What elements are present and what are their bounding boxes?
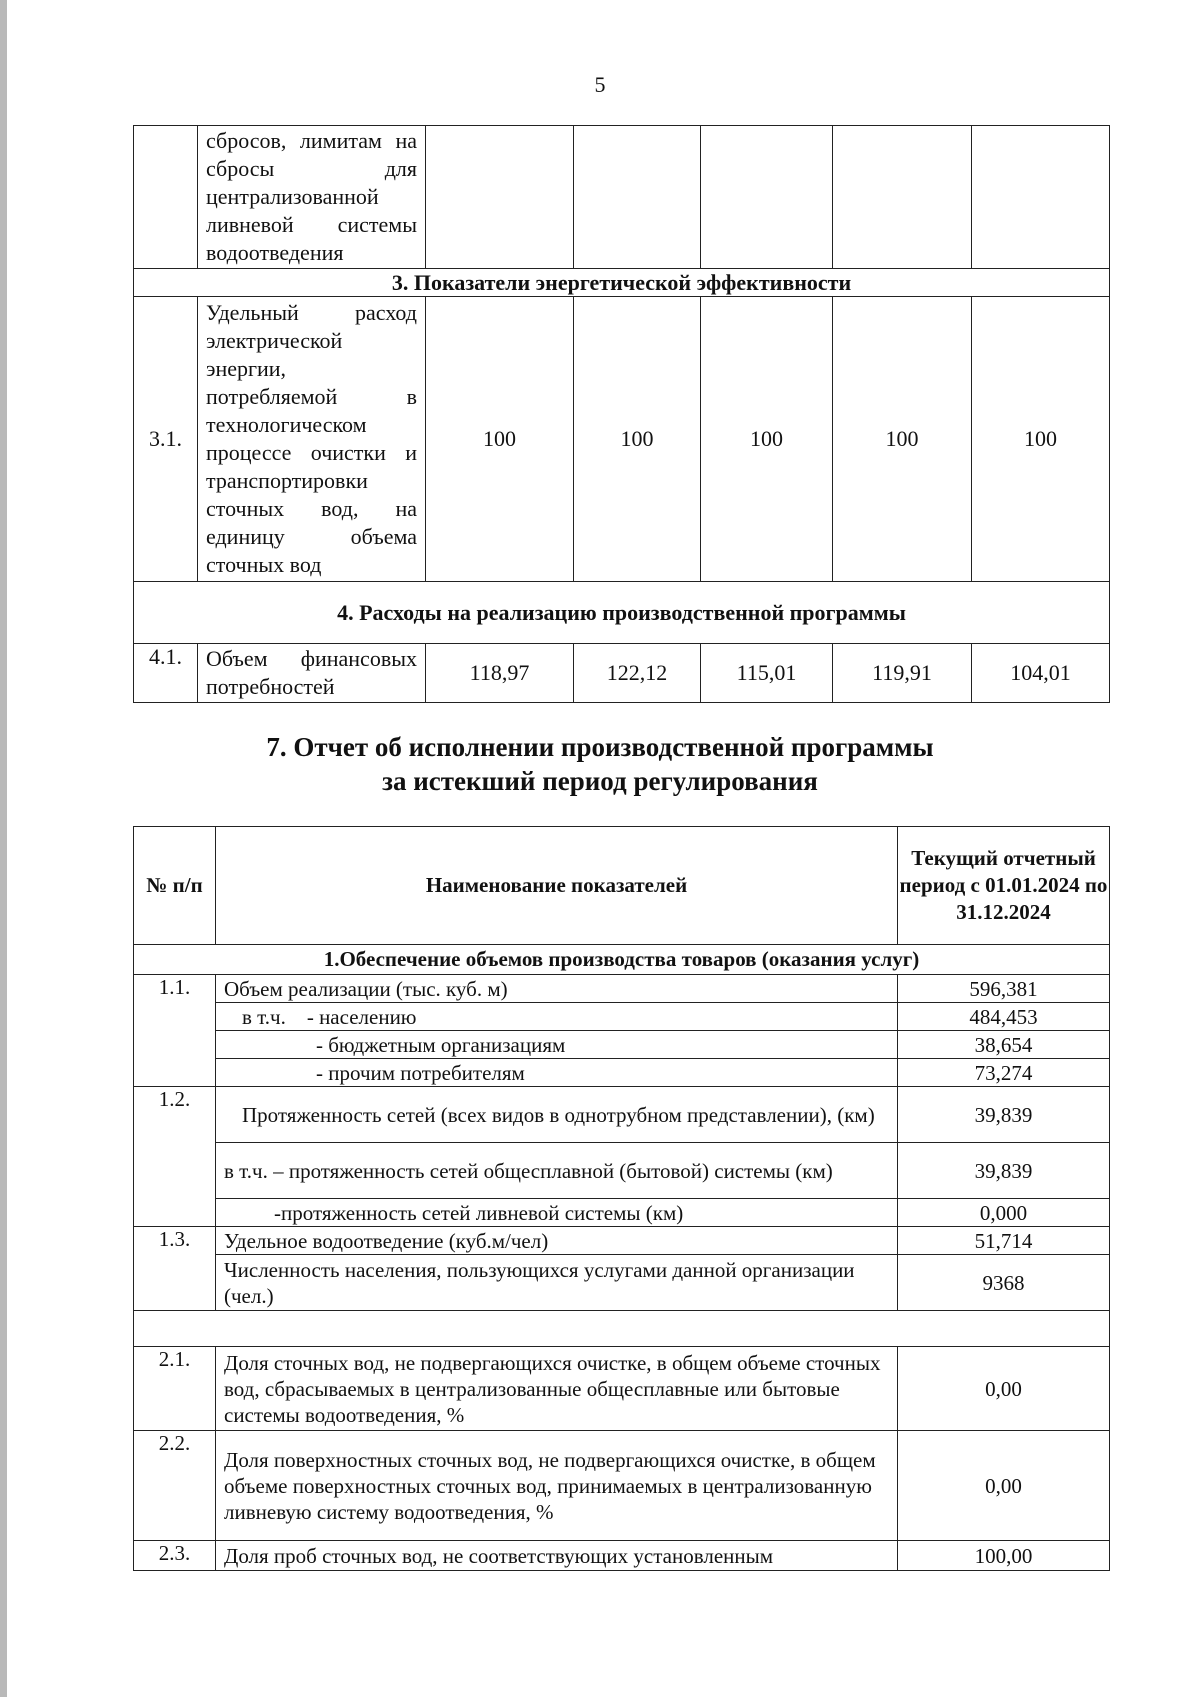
value-cell: 100: [701, 297, 833, 582]
row-number: 2.2.: [134, 1431, 216, 1541]
table-row: [134, 644, 1110, 703]
value-cell: 9368: [898, 1255, 1110, 1311]
indicator-name: Объем финансовых потребностей: [198, 644, 426, 703]
indicator-name: - прочим потребителям: [216, 1059, 898, 1087]
row-number: 3.1.: [134, 297, 198, 582]
row-number: 2.3.: [134, 1541, 216, 1571]
indicator-name: Удельный расход электрической энергии, потребляемой в технологическом процессе очистки и транспортировки сточных вод, на единицу объема сточных вод: [198, 297, 426, 582]
row-number: [134, 126, 198, 269]
header-name: Наименование показателей: [216, 827, 898, 945]
table-row: [134, 1347, 1110, 1431]
indicator-name: Протяженность сетей (всех видов в однотрубном представлении), (км): [216, 1087, 898, 1143]
section-row: [134, 945, 1110, 975]
table-row: [134, 1431, 1110, 1541]
section-row: [134, 582, 1110, 644]
row-number: 1.2.: [134, 1087, 216, 1227]
indicator-name: Удельное водоотведение (куб.м/чел): [216, 1227, 898, 1255]
value-cell: 0,00: [898, 1347, 1110, 1431]
value-cell: 115,01: [701, 644, 833, 703]
value-cell: 484,453: [898, 1003, 1110, 1031]
header-period: Текущий отчетный период с 01.01.2024 по 31.12.2024: [898, 827, 1110, 945]
empty-section-row: [134, 1311, 1110, 1347]
report-title: [0, 730, 1200, 798]
report-title-line1: 7. Отчет об исполнении производственной программы: [266, 732, 934, 762]
table-row: [134, 297, 1110, 582]
table-row: [134, 1541, 1110, 1571]
value-cell: 100: [833, 297, 972, 582]
value-cell: [833, 126, 972, 269]
header-number: № п/п: [134, 827, 216, 945]
scan-edge: [0, 0, 7, 1697]
value-cell: 51,714: [898, 1227, 1110, 1255]
table-row: [134, 1003, 1110, 1031]
indicator-name: в т.ч. - населению: [216, 1003, 898, 1031]
value-cell: [972, 126, 1110, 269]
value-cell: 118,97: [426, 644, 574, 703]
value-cell: 100: [426, 297, 574, 582]
header-row: [134, 827, 1110, 945]
indicator-name: Объем реализации (тыс. куб. м): [216, 975, 898, 1003]
table-row: [134, 1199, 1110, 1227]
value-cell: [574, 126, 701, 269]
indicator-name: Доля сточных вод, не подвергающихся очистке, в общем объеме сточных вод, сбрасываемых в централизованные общесплавные или бытовые системы водоотведения, %: [216, 1347, 898, 1431]
section-title: 1.Обеспечение объемов производства товаров (оказания услуг): [134, 945, 1110, 975]
value-cell: 0,000: [898, 1199, 1110, 1227]
value-cell: 596,381: [898, 975, 1110, 1003]
indicator-name: сбросов, лимитам на сбросы для централизованной ливневой системы водоотведения: [198, 126, 426, 269]
section-title: 3. Показатели энергетической эффективности: [134, 269, 1110, 297]
value-cell: 39,839: [898, 1087, 1110, 1143]
value-cell: 122,12: [574, 644, 701, 703]
value-cell: [426, 126, 574, 269]
table-row: [134, 1255, 1110, 1311]
indicator-name: Численность населения, пользующихся услугами данной организации (чел.): [216, 1255, 898, 1311]
row-number: 4.1.: [134, 644, 198, 703]
section-row: [134, 1311, 1110, 1347]
value-cell: [701, 126, 833, 269]
table-row: [134, 1059, 1110, 1087]
table-row: [134, 1087, 1110, 1143]
value-cell: 100,00: [898, 1541, 1110, 1571]
table-row: [134, 1031, 1110, 1059]
report-title-line2: за истекший период регулирования: [382, 766, 818, 796]
table-row: [134, 975, 1110, 1003]
indicator-name: в т.ч. – протяженность сетей общесплавной (бытовой) системы (км): [216, 1143, 898, 1199]
row-number: 1.3.: [134, 1227, 216, 1311]
value-cell: 100: [972, 297, 1110, 582]
indicator-name: Доля проб сточных вод, не соответствующих установленным: [216, 1541, 898, 1571]
report-table: [133, 826, 1110, 1571]
section-title: 4. Расходы на реализацию производственной программы: [134, 582, 1110, 644]
value-cell: 39,839: [898, 1143, 1110, 1199]
page-number: 5: [594, 72, 606, 97]
value-cell: 73,274: [898, 1059, 1110, 1087]
table-row: [134, 126, 1110, 269]
row-number: 1.1.: [134, 975, 216, 1087]
indicator-name: - бюджетным организациям: [216, 1031, 898, 1059]
table-row: [134, 1143, 1110, 1199]
value-cell: 0,00: [898, 1431, 1110, 1541]
value-cell: 119,91: [833, 644, 972, 703]
indicators-table: [133, 125, 1110, 703]
indicator-name: Доля поверхностных сточных вод, не подвергающихся очистке, в общем объеме поверхностных сточных вод, принимаемых в централизованную ливневую систему водоотведения, %: [216, 1431, 898, 1541]
indicator-name: -протяженность сетей ливневой системы (км): [216, 1199, 898, 1227]
value-cell: 104,01: [972, 644, 1110, 703]
value-cell: 38,654: [898, 1031, 1110, 1059]
value-cell: 100: [574, 297, 701, 582]
table-row: [134, 1227, 1110, 1255]
section-row: [134, 269, 1110, 297]
row-number: 2.1.: [134, 1347, 216, 1431]
